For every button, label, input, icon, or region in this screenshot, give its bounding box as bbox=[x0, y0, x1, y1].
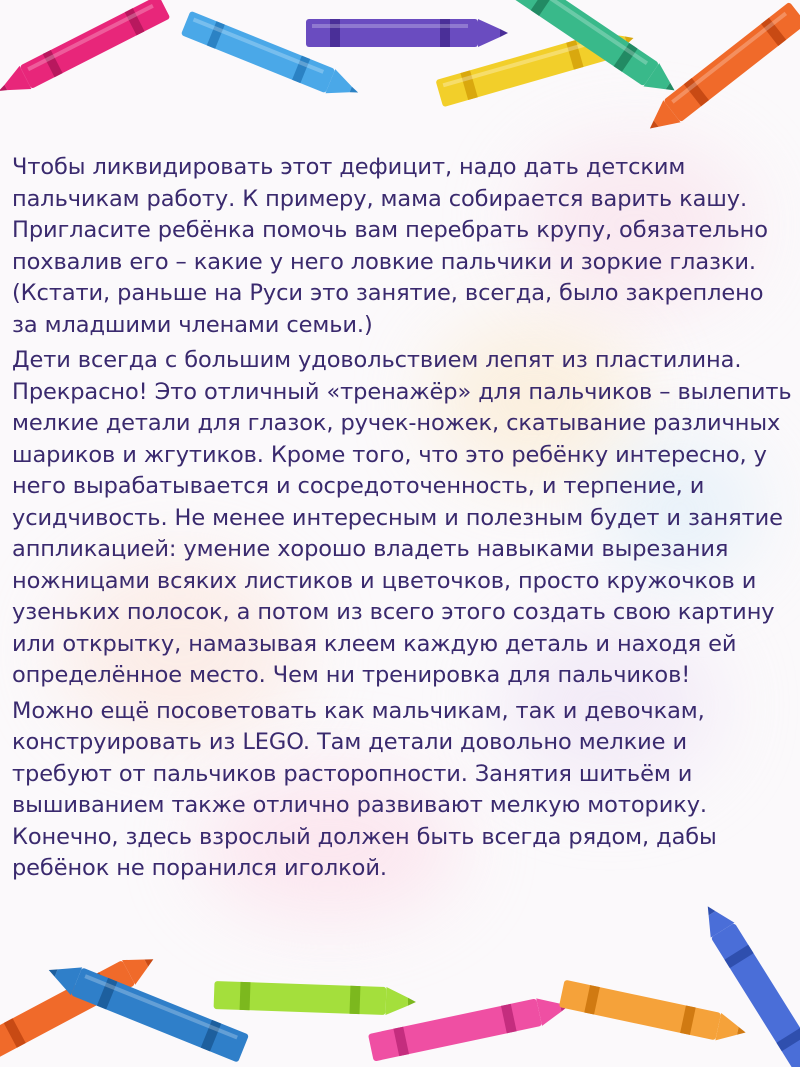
paragraph-lego-sewing: Можно ещё посоветовать как мальчикам, так и девочкам, конструировать из LEGO. Там детали довольно мелкие и требуют от пальчиков расторопности. Занятия шитьём и вышиванием также отлично развивают мелкую моторику. Конечно, здесь взрослый должен быть всегда рядом, дабы ребёнок не поранился иголкой. bbox=[12, 697, 717, 881]
paragraph-plasticine-applique: Дети всегда с большим удовольствием лепят из пластилина. Прекрасно! Это отличный «тренажёр» для пальчиков – вылепить мелкие детали для глазок, ручек-ножек, скатывание различных шариков и жгутиков. Кроме того, что это ребёнку интересно, у него вырабатывается и сосредоточенность, и терпение, и усидчивость. Не менее интересным и полезным будет и занятие аппликацией: умение хорошо владеть навыками вырезания ножницами всяких листиков и цветочков, просто кружочков и узеньких полосок, а потом из всего этого создать свою картину или открытку, намазывая клеем каждую деталь и находя ей определённое место. Чем ни тренировка для пальчиков! bbox=[12, 347, 792, 688]
slide-text bbox=[12, 152, 792, 889]
paragraph-grain-sorting: Чтобы ликвидировать этот дефицит, надо дать детским пальчикам работу. К примеру, мама собирается варить кашу. Пригласите ребёнка помочь вам перебрать крупу, обязательно похвалив его – какие у него ловкие пальчики и зоркие глазки. (Кстати, раньше на Руси это занятие, всегда, было закреплено за младшими членами семьи.) bbox=[12, 154, 768, 338]
